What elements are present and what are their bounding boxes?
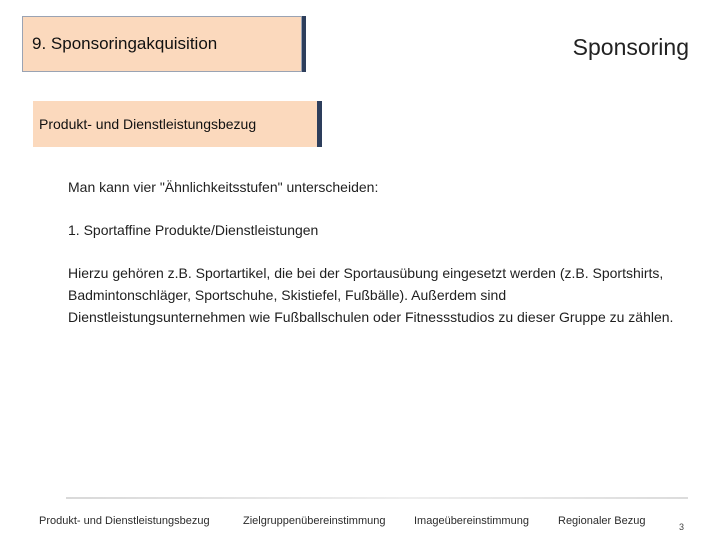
footer-link-zielgruppenuebereinstimmung[interactable]: Zielgruppenübereinstimmung <box>243 515 386 527</box>
section-label: 9. Sponsoringakquisition <box>32 34 218 53</box>
section-label-box <box>22 16 302 72</box>
footer-divider <box>66 497 688 499</box>
slide-title: Sponsoring <box>572 34 689 60</box>
footer-link-imageuebereinstimmung[interactable]: Imageübereinstimmung <box>414 515 529 527</box>
category-heading: 1. Sportaffine Produkte/Dienstleistungen <box>68 222 319 238</box>
footer-link-produkt-dienstleistungsbezug[interactable]: Produkt- und Dienstleistungsbezug <box>39 515 210 527</box>
footer-link-regionaler-bezug[interactable]: Regionaler Bezug <box>558 515 646 527</box>
intro-text: Man kann vier "Ähnlichkeitsstufen" unterscheiden: <box>68 179 379 195</box>
subsection-label-box <box>33 101 317 147</box>
page-number: 3 <box>679 522 685 532</box>
category-description: Hierzu gehören z.B. Sportartikel, die bei der Sportausübung eingesetzt werden (z.B. Sportshirts, Badmintonschläger, Sportschuhe, Skistiefel, Fußbälle). Außerdem sind Dienstleistungsunternehmen wie Fußballschulen oder Fitnessstudios zu dieser Gruppe zu zählen. <box>68 265 674 325</box>
subsection-label: Produkt- und Dienstleistungsbezug <box>39 116 257 132</box>
